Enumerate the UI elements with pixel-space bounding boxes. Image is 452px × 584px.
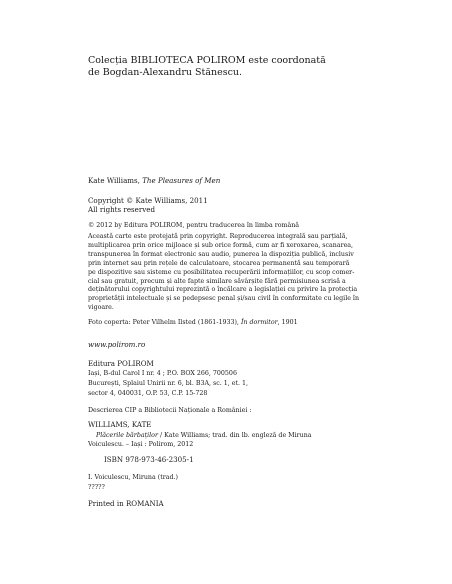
isbn: ISBN 978-973-46-2305-1 — [104, 455, 194, 464]
printed-in: Printed in ROMANIA — [88, 499, 164, 508]
cip-title: Plăcerile bărbaților — [96, 432, 158, 439]
cip-publication-line: Voiculescu. – Iași : Polirom, 2012 — [88, 441, 194, 448]
legal-line: Această carte este protejată prin copyright. Reproducerea integrală sau parțială, — [88, 233, 348, 240]
legal-line: vigoare. — [88, 304, 114, 312]
copyright-line-1: Copyright © Kate Williams, 2011 — [88, 196, 208, 205]
cip-header: Descrierea CIP a Bibliotecii Naționale a României : — [88, 407, 252, 414]
original-title: The Pleasures of Men — [142, 176, 221, 185]
cip-ref-translator: I. Voiculescu, Miruna (trad.) — [88, 474, 178, 481]
original-author: Kate Williams, — [88, 176, 143, 185]
cip-title-line — [88, 432, 312, 441]
original-edition — [88, 176, 220, 185]
collection-line-1: Colecția BIBLIOTECA POLIROM este coordonată — [88, 55, 326, 66]
legal-line: transpunerea în format electronic sau audio, punerea la dispoziția publică, inclusiv — [88, 250, 354, 258]
legal-line: proprietății intelectuale și se pedepsesc penal și/sau civil în conformitate cu legile în — [88, 295, 360, 303]
cover-credit-suffix: , 1901 — [277, 319, 298, 326]
collection-line-2: de Bogdan-Alexandru Stănescu. — [88, 67, 243, 78]
cover-credit-prefix: Foto coperta: Peter Vilhelm Ilsted (1861-1933), — [88, 319, 241, 326]
legal-notice — [88, 233, 384, 313]
copyright-line-2: All rights reserved — [88, 205, 155, 214]
publisher-address-line: București, Splaiul Unirii nr. 6, bl. B3A, sc. 1, et. 1, — [88, 380, 249, 387]
legal-line: deținătorului copyrightului reprezintă o încălcare a legislației cu privire la protecția — [88, 286, 358, 294]
cover-credit — [88, 319, 298, 328]
cip-ref-code: ????? — [88, 484, 105, 491]
legal-line: pe dispozitive sau sisteme cu posibilitatea recuperării informațiilor, cu scop comer- — [88, 268, 355, 276]
legal-line: multiplicarea prin orice mijloace și sub orice formă, cum ar fi xeroxarea, scanarea, — [88, 241, 354, 249]
legal-line: cial sau gratuit, precum și alte fapte similare săvârșite fără permisiunea scrisă a — [88, 277, 346, 285]
publisher-name: Editura POLIROM — [88, 359, 154, 368]
cover-artwork-title: În dormitor — [240, 319, 278, 326]
website-link[interactable]: www.polirom.ro — [88, 340, 146, 349]
cip-author: WILLIAMS, KATE — [88, 420, 152, 429]
publisher-address-line: sector 4, 040031, O.P. 53, C.P. 15-728 — [88, 390, 208, 397]
polirom-copyright: © 2012 by Editura POLIROM, pentru traducerea în limba română — [88, 222, 300, 229]
cip-title-rest: / Kate Williams; trad. din lb. engleză de Miruna — [157, 432, 312, 439]
publisher-address-line: Iași, B-dul Carol I nr. 4 ; P.O. BOX 266, 700506 — [88, 370, 237, 377]
legal-line: prin internet sau prin rețele de calculatoare, stocarea permanentă sau temporară — [88, 259, 350, 267]
